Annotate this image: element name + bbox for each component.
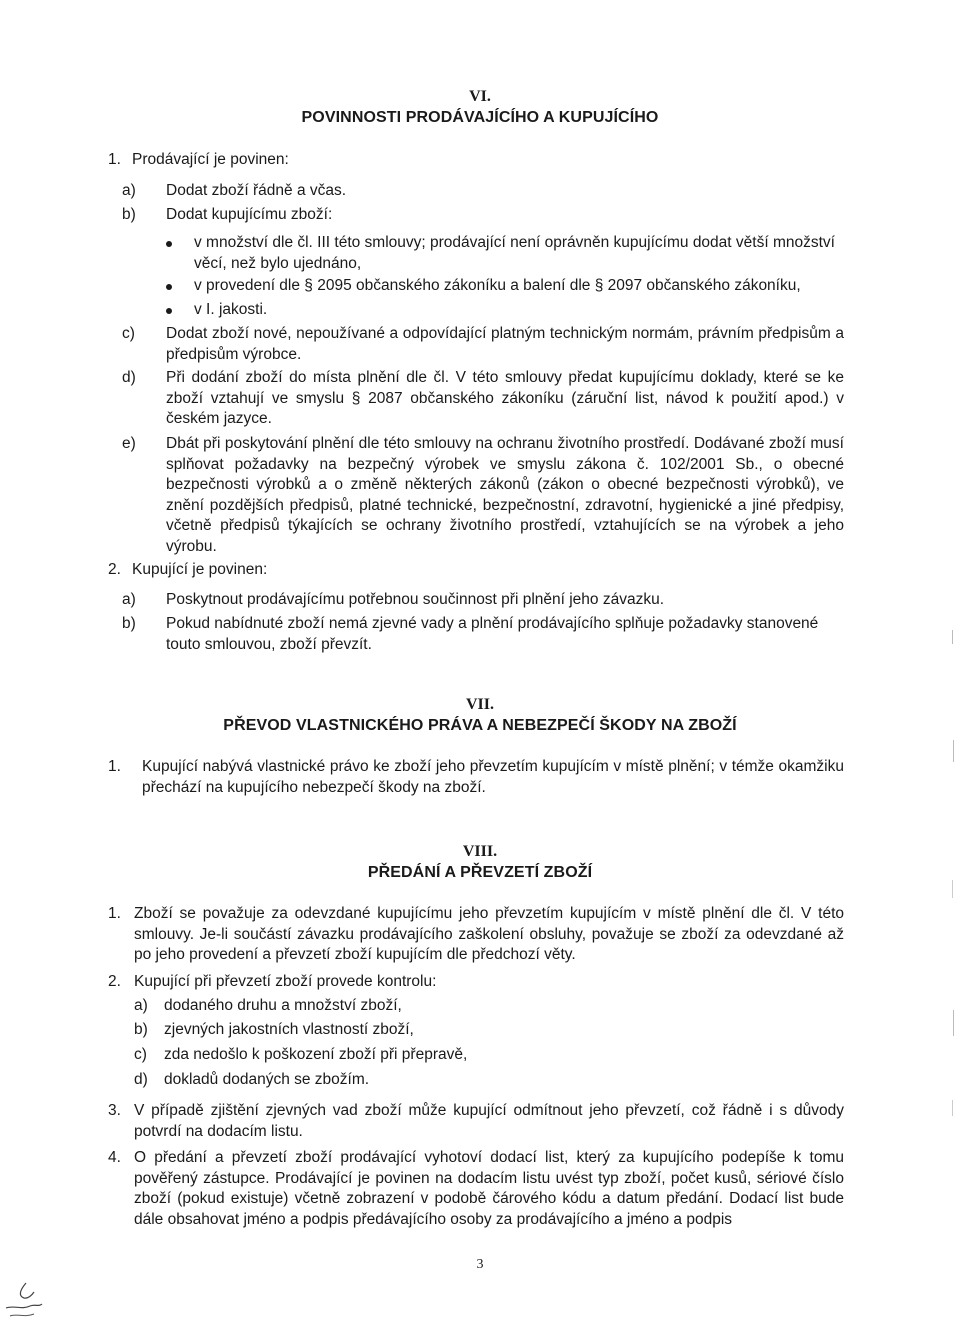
page-number: 3 <box>476 1257 484 1272</box>
bullet-icon <box>166 308 172 314</box>
list-item <box>134 1020 844 1041</box>
paragraph-number: 1. <box>108 758 121 775</box>
list-item <box>122 205 844 226</box>
list-text: zda nedošlo k poškození zboží při přepravě, <box>164 1046 468 1063</box>
paragraph <box>108 757 844 798</box>
paragraph-text: O předání a převzetí zboží prodávající vyhotoví dodací list, který za kupujícího podepíše k tomu pověřený zástupce. Prodávající je povinen na dodacím listu uvést typ zboží, počet kusů, sériové číslo zboží (pokud existuje) včetně zobrazení v podobě čárového kódu a datum předání. Dodací list bude dále obsahovat jméno a podpis předávajícího osoby za prodávajícího a jméno a podpis <box>134 1149 844 1228</box>
list-marker: b) <box>134 1021 148 1038</box>
bullet-text: v I. jakosti. <box>194 301 268 318</box>
paragraph-text: Zboží se považuje za odevzdané kupujícímu jeho převzetím kupujícím v místě plnění dle čl. V této smlouvy. Je-li součástí závazku prodávajícího zaškolení obsluhy, považuje se zboží za odevzdané až po jeho provedení a převzetí zboží kupujícím dle předchozí věty. <box>134 905 844 963</box>
paragraph-number: 1. <box>108 151 121 168</box>
paragraph <box>108 150 844 171</box>
paragraph-text: Kupující je povinen: <box>132 561 268 578</box>
list-text: Dodat zboží řádně a včas. <box>166 182 347 199</box>
section-number: VIII. <box>462 843 498 860</box>
section-title: PŘEVOD VLASTNICKÉHO PRÁVA A NEBEZPEČÍ ŠKODY NA ZBOŽÍ <box>223 717 737 734</box>
paragraph-number: 3. <box>108 1102 121 1119</box>
paragraph-text: Prodávající je povinen: <box>132 151 289 168</box>
list-text: Dbát při poskytování plnění dle této smlouvy na ochranu životního prostředí. Dodávané zboží musí splňovat požadavky na bezpečný výrobek ve smyslu zákona č. 102/2001 Sb., o obecné bezpečnosti výrobků a o změně některých zákonů (zákon o obecné bezpečnosti výrobků), ve znění pozdějších předpisů, platné technické, bezpečnostní, zdravotní, hygienické a jiné předpisy, včetně předpisů týkajících se ochrany životního prostředí, vztahujících se na výrobek a jeho výrobu. <box>166 435 844 555</box>
paragraph <box>108 1148 844 1230</box>
list-marker: c) <box>134 1046 147 1063</box>
list-text: Poskytnout prodávajícímu potřebnou součinnost při plnění jeho závazku. <box>166 591 665 608</box>
list-item <box>122 590 844 611</box>
paragraph-text: Kupující při převzetí zboží provede kontrolu: <box>134 973 437 990</box>
list-text: Při dodání zboží do místa plnění dle čl. V této smlouvy předat kupujícímu doklady, které se ke zboží vztahují ve smyslu § 2087 občanského zákoníku (záruční list, návod k použití apod.) v českém jazyce. <box>166 369 844 427</box>
list-marker: a) <box>122 182 136 199</box>
section-number: VI. <box>469 88 491 105</box>
list-marker: d) <box>122 369 136 386</box>
list-item <box>122 434 844 557</box>
bullet-item <box>166 233 844 274</box>
list-marker: a) <box>122 591 136 608</box>
list-marker: b) <box>122 206 136 223</box>
list-text: zjevných jakostních vlastností zboží, <box>164 1021 414 1038</box>
list-text: Pokud nabídnuté zboží nemá zjevné vady a plnění prodávajícího splňuje požadavky stanovené touto smlouvou, zboží převzít. <box>166 615 819 653</box>
list-item <box>122 324 844 365</box>
bullet-item <box>166 300 844 321</box>
list-text: dokladů dodaných se zbožím. <box>164 1071 370 1088</box>
bullet-item <box>166 276 844 297</box>
scan-margin-specks <box>950 620 956 1140</box>
list-text: dodaného druhu a množství zboží, <box>164 997 402 1014</box>
list-item <box>122 368 844 430</box>
list-item <box>122 614 844 655</box>
handwritten-initials-mark <box>4 1280 46 1324</box>
paragraph <box>108 560 844 581</box>
paragraph-text: Kupující nabývá vlastnické právo ke zboží jeho převzetím kupujícím v místě plnění; v témže okamžiku přechází na kupujícího nebezpečí škody na zboží. <box>142 758 844 796</box>
list-text: Dodat zboží nové, nepoužívané a odpovídající platným technickým normám, právním předpisům a předpisům výrobce. <box>166 325 844 363</box>
list-item <box>134 1045 844 1066</box>
list-item <box>134 996 844 1017</box>
paragraph-number: 1. <box>108 905 121 922</box>
paragraph-text: V případě zjištění zjevných vad zboží může kupující odmítnout jeho převzetí, což řádně i s důvody potvrdí na dodacím listu. <box>134 1102 844 1140</box>
list-item <box>134 1070 844 1091</box>
paragraph-number: 2. <box>108 561 121 578</box>
list-marker: e) <box>122 435 136 452</box>
paragraph <box>108 972 844 993</box>
paragraph-number: 4. <box>108 1149 121 1166</box>
list-marker: b) <box>122 615 136 632</box>
section-title: PŘEDÁNÍ A PŘEVZETÍ ZBOŽÍ <box>367 864 593 881</box>
section-title: POVINNOSTI PRODÁVAJÍCÍHO A KUPUJÍCÍHO <box>301 109 659 126</box>
paragraph-number: 2. <box>108 973 121 990</box>
section-number: VII. <box>465 696 494 713</box>
list-item <box>122 181 844 202</box>
list-text: Dodat kupujícímu zboží: <box>166 206 333 223</box>
bullet-icon <box>166 284 172 290</box>
bullet-text: v množství dle čl. III této smlouvy; prodávající není oprávněn kupujícímu dodat větší množství věcí, než bylo ujednáno, <box>194 234 835 272</box>
bullet-text: v provedení dle § 2095 občanského zákoníku a balení dle § 2097 občanského zákoníku, <box>194 277 801 294</box>
bullet-icon <box>166 241 172 247</box>
paragraph <box>108 904 844 966</box>
paragraph <box>108 1101 844 1142</box>
list-marker: c) <box>122 325 135 342</box>
list-marker: a) <box>134 997 148 1014</box>
list-marker: d) <box>134 1071 148 1088</box>
